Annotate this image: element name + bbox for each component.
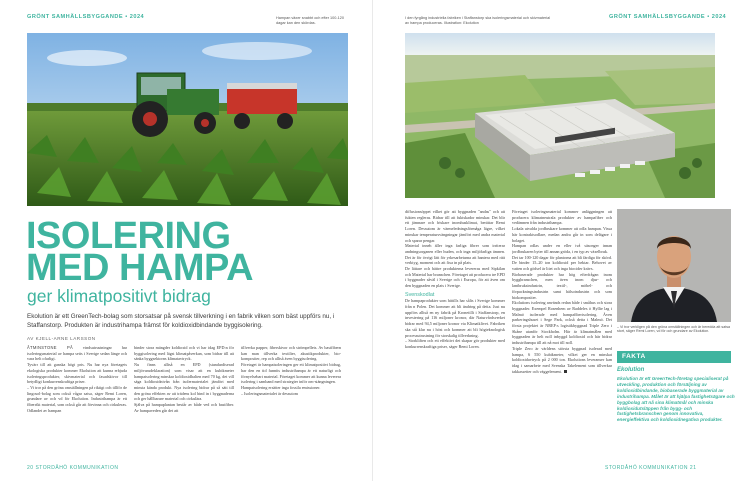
right-page xyxy=(373,0,746,481)
body-column-2 xyxy=(134,345,234,460)
paragraph: Ekolutions isolering används redan både i småhus och stora byggnader. Exempel Rosenhem av Raddeles ö Hyllie lag i Malmö isolerade med hampafiberisolering. Även parkeringshuset i Sege Park, också detta i Malmö. Det första projektet är NREP:s logistikbyggnad Triple Zero i Skåne utanför Stockholm. Här är klimatmålen med byggnaden är helt noll inbyggd koldioxid och här bidrar industrihampa till att nå mot till noll. xyxy=(512,300,612,346)
paragraph: Företaget isoleringsmaterial kommer anläggningen att producera klimatneutrala produkter av hampafiber och vedämnen från industrihampa. xyxy=(512,209,612,226)
tractor-hemp-field-photo xyxy=(27,33,348,206)
body-column-1 xyxy=(27,345,127,460)
body-column-5 xyxy=(512,209,612,461)
paragraph: Triple Zero är världens största byggnad isolerad med hampa, 6 550 kubikmeter, vilket ger en minskat koldioxidavtryck på 2 000 ton. Ekolutions leveranser kan idag i samarbete med Svenska Takelement som tillverkar takkassetter och väggelement. xyxy=(512,345,612,374)
paragraph: Hampan odlas under en eller två säsonger innan jordbrukaren byter till annan gröda, i en typ av växelbruk. xyxy=(512,243,612,254)
factory-aerial-illustration xyxy=(405,33,715,198)
subheading: Svenskodlat xyxy=(405,291,435,298)
fakta-box-title: Ekolution xyxy=(617,367,645,373)
paragraph: Material inneh äller inga farliga fibrer som irriterar andningsorganen eller huden, och inga miljöfarliga ämnen. Det är för övrigt lätt för yrkesarbetarna att hantera med rätt verktyg, moment och att fixa in på plats. xyxy=(405,243,505,266)
section-label: GRÖNT SAMHÄLLSBYGGANDE • 2024 xyxy=(609,14,727,20)
paragraph: binder stora mängder koldioxid och vi har idag EPD:n för byggisolering med lägst klimatpåverkan, som bidrar till att sänka byggsektorns klimatavtryck. xyxy=(134,345,234,362)
intro-paragraph: Ekolution är ett GreenTech-bolag som storsatsar på svensk tillverkning i en fabrik vilken som bäst uppförs nu, i Staffanstorp. Produkten är industrihampa främst för koldioxidbindande byggisolering. xyxy=(27,313,335,329)
tractor-hemp-field-illustration xyxy=(27,33,348,206)
paragraph: Tyvärr till att ganska högt pris. Nu har nya företagets ekologiska produkter kommer Ekolution att kunna erbjuda isoleringsprodukter, skivmaterial och fasadskivor till betydligt konkurrenskraftiga priser. xyxy=(27,362,127,385)
paragraph: Företaget är hampaisoleringen ger ett klimatpositivt bidrag, har den en tid funnits industrihampa är ett naturligt och förnyelsebart material. Företaget kommer att kunna leverera isolering i samband med strategier inför om-stängningen. xyxy=(241,362,341,385)
paragraph: Det tar 100-120 dagar för plantorna att bli färdiga för skörd. De binder 15–20 ton koldioxid per hektar. Behovet av vatten och gödsel är litet och inga biocider krävs. xyxy=(512,254,612,272)
factory-aerial-illustration-photo xyxy=(405,33,715,198)
portrait-photo xyxy=(617,209,731,322)
lead-in: ÅTMINSTONE PÅ xyxy=(27,345,74,350)
portrait-caption: – Vi tror verkligen på den gröna omställningen och är beredda att satsa stort, säger Remi Loren, vd för och grundare av Ekolution. xyxy=(617,325,731,334)
fakta-box-body: Ekolution är ett GreenTech-företag specialiserat på utveckling, produktion och försäljning av koldioxidbindande, biobaserade byggmaterial av industrihampa. Målet är att hjälpa fastighetsägare och byggbolag att nå sina klimatmål och minska koldioxidutsläppen från bygg- och fastighetsbranschen genom innovativa, energieffektiva och koldioxidnegativa produkter. xyxy=(617,376,735,423)
headline-line-1: ISOLERING xyxy=(26,215,231,257)
page-folio-left: 20 STORDÅHÖ KOMMUNIKATION xyxy=(27,465,119,471)
photo-caption: I den fyrgång industriella fabriken i Staffanstorp ska isoleringsmaterial och skivmaterial av hampa produceras. Illustration: Ekolution xyxy=(405,16,551,25)
page-folio-right: STORDÅHÖ KOMMUNIKATION 21 xyxy=(605,465,697,471)
paragraph: – Storkliften och ett effektivt det skapar gör produkter med konkurrenskraftiga priser, säger Remi Loren. xyxy=(405,338,505,349)
paragraph: Hampaisolering ersätter inga fossila emissioner. xyxy=(241,384,321,390)
paragraph: tillverka papper, fiberskivor och strömpellets. Av bastfibern kan man tillverka textilier, akustikprodukter, bio-kompositer, rep och alltså även byggisolering. xyxy=(241,345,341,362)
end-mark xyxy=(564,370,567,373)
subheadline: ger klimatpositivt bidrag xyxy=(27,286,211,306)
body-column-3 xyxy=(241,345,341,460)
paragraph: Nu finns alltså en EPD (standardiserad miljövarudeklaration) som visar att en kubikmeter hampaisolering minskar koldioxidhalten med 70 kg, det vill säga koldioxidnivån från isolermaterialet jämfört med minsta kända produkt. Nya isolering bidrar på så sätt till den gröna effekten av att trädens kol bind in i byggnaderna och ger hållbarare material och cirkulära. xyxy=(134,362,234,402)
paragraph: De hampaprodukter som hittills har sålts i Sverige kommer från n Polen. Det kommer att bli ändring på detta. Just nu uppförs alltså en ny fabrik på Kronetillt i Staffanstorp, en investering på 116 miljoner kronor, där Naturvårdsverket bidrar med 94,5 miljoner kronor via Klimatklivet. Fabriken ska stå klar nu i höst och kommer att bli högteknologisk processutrustning för storskalig tillverkning. xyxy=(405,298,505,338)
paragraph: Biobaserade produkter har hög efterfrågan inom byggbranschen, men även inom djur- och lantbruksindustrin, textil-, möbel- och förpackningsindustrin samt hälsoindustrin och som biokompositer. xyxy=(512,271,612,300)
byline: AV KJELL-ARNE LARSSON xyxy=(27,336,96,341)
paragraph: – Isoleringsmaterialet är dessutom xyxy=(241,390,298,396)
paragraph: Lokala utvalda jordbrukare kommer att odla hampan. Vissa här kontraktsodlare, medan andra går in som delägare i bolaget. xyxy=(512,226,612,243)
photo-caption: Hampan växer snabbt och efter 100-120 dagar kan den skördas. xyxy=(276,16,344,25)
paragraph: vindsutrustningar har isoleringsmaterial av hampa setts i Sverige sedan länge och vara helt ofarligt. xyxy=(27,345,127,362)
body-column-4 xyxy=(405,209,505,461)
paragraph: diffusionsöppet vilket gör att byggnaden "andas" och att fukten regleras. Bidrar till att fuktskador minskar. Det blir ett jämnare och friskare inomhusklimat, berättar Remi Loren. Dessutom är värmeledningsförmåga lägre, vilket minskar temperatursvängningar jämfört med andra material och sparar pengar. xyxy=(405,209,505,243)
portrait-illustration xyxy=(617,209,731,322)
headline-line-2: MED HAMPA xyxy=(26,247,254,289)
paragraph: Själva på hampaplantan består av både ved och bastfiber. Av hampaveden går det att xyxy=(134,402,234,413)
paragraph: De lättare och bättre produkterna levereras med Sipkilan och Material har branschen. Företaget att producera tre EPD i byggnader såväl i Sverige och i Europa, för att även om den byggnaden en plats i Sverige. xyxy=(405,266,505,289)
fakta-box-header: FAKTA xyxy=(617,351,731,363)
section-label: GRÖNT SAMHÄLLSBYGGANDE • 2024 xyxy=(27,14,145,20)
paragraph: – Vi tror på den gröna omställningen på riktigt och tillför de lingosol-bolag som också vågar satsa, säger Remi Loren, grundare av och vd för Ekolution. Industrihampa är ett fiberrikt material, som också går att förvinna och cirkuleras. Odlandet av hampan xyxy=(27,384,127,413)
